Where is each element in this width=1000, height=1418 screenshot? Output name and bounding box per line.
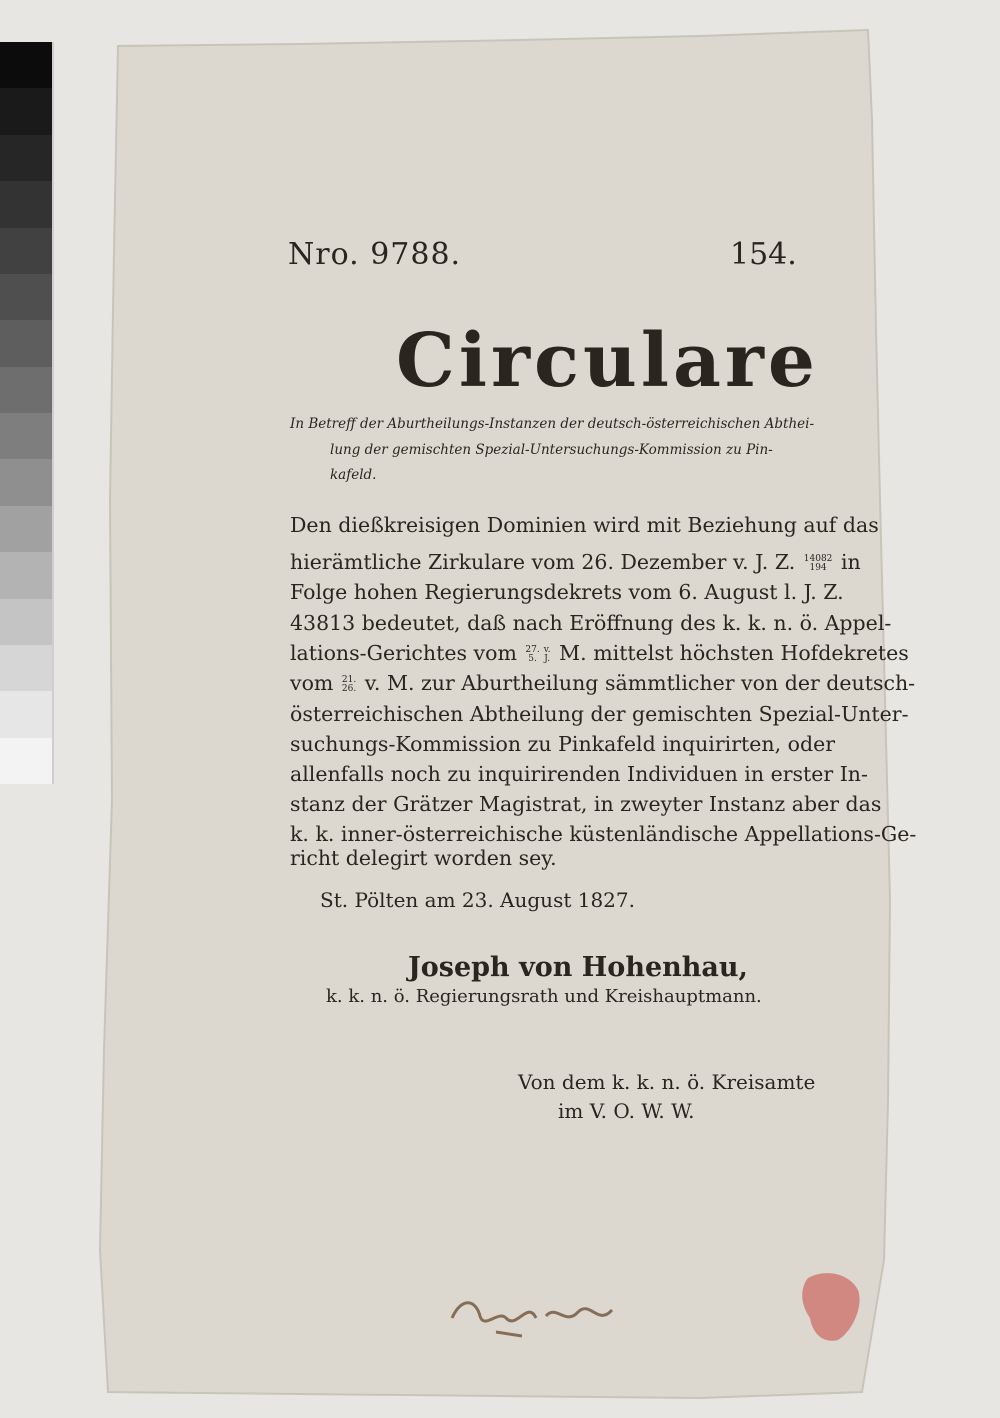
fraction xyxy=(342,676,356,694)
date-line: St. Pölten am 23. August 1827. xyxy=(320,888,635,912)
body-line: suchungs-Kommission zu Pinkafeld inquirirten, oder xyxy=(290,732,836,756)
fraction-denominator: J. xyxy=(544,653,551,664)
body-text: hierämtliche Zirkulare vom 26. Dezember v. J. Z. xyxy=(290,550,796,574)
body-line: Den dießkreisigen Dominien wird mit Beziehung auf das xyxy=(290,513,879,537)
body-text: M. mittelst höchsten Hofdekretes xyxy=(559,641,909,665)
body-line: 43813 bedeutet, daß nach Eröffnung des k. k. n. ö. Appel- xyxy=(290,611,892,635)
issuer-line-2: im V. O. W. W. xyxy=(558,1099,695,1123)
fraction-numerator: 21. xyxy=(341,674,357,685)
subject-line-3: kafeld. xyxy=(330,467,377,483)
fraction xyxy=(804,555,833,573)
subject-line-1: In Betreff der Aburtheilungs-Instanzen der deutsch-österreichischen Abthei- xyxy=(290,416,815,432)
fraction-denominator: 194 xyxy=(809,562,827,573)
fraction-numerator: 14082 xyxy=(803,553,833,564)
body-line: k. k. inner-österreichische küstenländische Appellations-Ge- xyxy=(290,822,917,846)
body-text: lations-Gerichtes vom xyxy=(290,641,517,665)
body-line: Folge hohen Regierungsdekrets vom 6. August l. J. Z. xyxy=(290,580,844,604)
fraction xyxy=(525,646,539,664)
body-line: österreichischen Abtheilung der gemischten Spezial-Unter- xyxy=(290,702,909,726)
page-number: 154. xyxy=(730,237,797,272)
body-line: richt delegirt worden sey. xyxy=(290,846,557,870)
body-line xyxy=(290,641,909,665)
body-line xyxy=(290,671,915,695)
signatory-rank: k. k. n. ö. Regierungsrath und Kreishauptmann. xyxy=(326,986,762,1007)
fraction xyxy=(544,646,551,664)
signatory-name: Joseph von Hohenhau, xyxy=(408,952,748,983)
body-line: allenfalls noch zu inquirirenden Individuen in erster In- xyxy=(290,762,868,786)
fraction-denominator: 5. xyxy=(528,653,537,664)
body-text: in xyxy=(840,550,861,574)
fraction-numerator: 27. xyxy=(525,644,540,655)
body-text: v. M. zur Aburtheilung sämmtlicher von der deutsch- xyxy=(364,671,916,695)
body-text: vom xyxy=(290,671,334,695)
document-title: Circulare xyxy=(396,318,819,404)
issuer-line-1: Von dem k. k. n. ö. Kreisamte xyxy=(518,1070,816,1094)
subject-line-2: lung der gemischten Spezial-Untersuchungs-Kommission zu Pin- xyxy=(330,442,773,458)
document-number: Nro. 9788. xyxy=(288,237,462,272)
body-line: stanz der Grätzer Magistrat, in zweyter Instanz aber das xyxy=(290,792,882,816)
fraction-denominator: 26. xyxy=(341,683,357,694)
fraction-numerator: v. xyxy=(543,644,551,655)
body-line xyxy=(290,550,861,574)
